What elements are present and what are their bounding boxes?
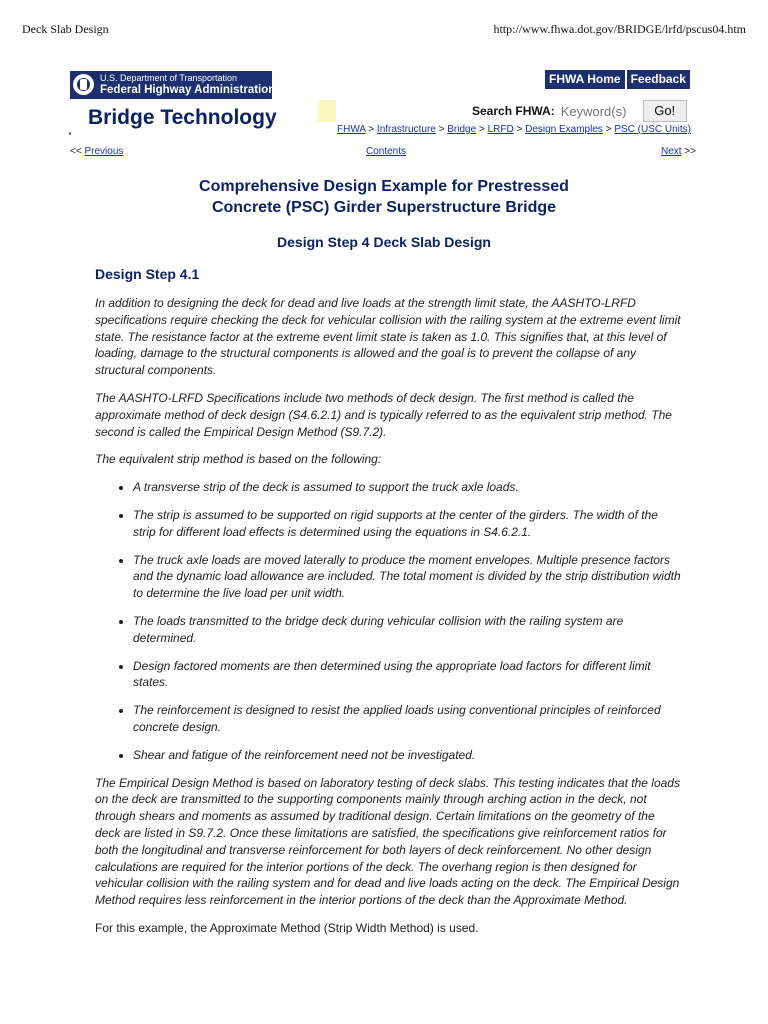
breadcrumb-separator: > bbox=[368, 124, 375, 135]
breadcrumb-infrastructure[interactable]: Infrastructure bbox=[376, 124, 436, 135]
breadcrumb-separator: > bbox=[478, 124, 485, 135]
search-bar bbox=[472, 100, 687, 122]
search-input[interactable] bbox=[561, 102, 637, 120]
page-title-line-2: Concrete (PSC) Girder Superstructure Bridge bbox=[211, 199, 557, 216]
feedback-button[interactable]: Feedback bbox=[627, 70, 690, 89]
article-body bbox=[95, 295, 681, 948]
next-link[interactable]: Next bbox=[660, 146, 682, 157]
breadcrumb-fhwa[interactable]: FHWA bbox=[337, 124, 366, 135]
fhwa-home-button[interactable]: FHWA Home bbox=[545, 70, 625, 89]
page-title bbox=[40, 176, 728, 218]
logo-agency-text: Federal Highway Administration bbox=[100, 84, 276, 96]
contents-link[interactable]: Contents bbox=[366, 146, 407, 157]
breadcrumb bbox=[337, 124, 691, 135]
site-title: Bridge Technology bbox=[88, 106, 277, 129]
list-item: • A transverse strip of the deck is assumed to support the truck axle loads. bbox=[133, 479, 681, 496]
list-item: • The strip is assumed to be supported on rigid supports at the center of the girders. The width of the strip for different load effects is determined using the equations in S4.6.2.1. bbox=[133, 507, 681, 541]
methods-paragraph: The AASHTO-LRFD Specifications include two methods of deck design. The first method is called the approximate method of deck design (S4.6.2.1) and is typically referred to as the equivalent strip method. The second is called the Empirical Design Method (S9.7.2). bbox=[95, 390, 672, 439]
list-item: • Design factored moments are then determined using the appropriate load factors for different limit states. bbox=[133, 658, 681, 692]
print-header bbox=[22, 22, 746, 38]
search-label: Search FHWA: bbox=[472, 104, 555, 118]
strip-method-list bbox=[95, 479, 681, 763]
breadcrumb-separator: > bbox=[605, 124, 612, 135]
breadcrumb-separator: > bbox=[438, 124, 445, 135]
subsection-heading: Design Step 4.1 bbox=[95, 266, 200, 282]
divider-mark bbox=[69, 132, 71, 135]
next-arrows: >> bbox=[684, 146, 696, 157]
sticky-note-icon bbox=[318, 100, 336, 122]
previous-nav bbox=[70, 146, 123, 157]
page-title-line-1: Comprehensive Design Example for Prestressed bbox=[199, 178, 569, 195]
dot-seal-icon bbox=[73, 74, 94, 95]
search-go-button[interactable]: Go! bbox=[643, 100, 687, 122]
breadcrumb-separator: > bbox=[516, 124, 523, 135]
list-item: • The loads transmitted to the bridge deck during vehicular collision with the railing system are determined. bbox=[133, 613, 681, 647]
empirical-method-paragraph: The Empirical Design Method is based on laboratory testing of deck slabs. This testing indicates that the loads on the deck are transmitted to the supporting components mainly through arching action in the deck, not through shears and moments as assumed by traditional design. Certain limitations on the geometry of the deck are listed in S9.7.2. Once these limitations are satisfied, the specifications give reinforcement ratios for both the longitudinal and transverse reinforcement for both layers of deck reinforcement. No other design calculations are required for the interior portions of the deck. The overhang region is then designed for vehicular collision with the railing system and for dead and live loads acting on the deck. The Empirical Design Method requires less reinforcement in the interior portions of the deck than the Approximate Method. bbox=[95, 775, 680, 908]
top-nav bbox=[545, 70, 690, 89]
intro-paragraph: In addition to designing the deck for dead and live loads at the strength limit state, the AASHTO-LRFD specifications require checking the deck for vehicular collision with the railing system at the extreme event limit state. The resistance factor at the extreme event limit state is taken as 1.0. This signifies that, at this level of loading, damage to the structural components is allowed and the goal is to prevent the collapse of any structural components. bbox=[95, 296, 681, 378]
section-heading: Design Step 4 Deck Slab Design bbox=[277, 234, 491, 250]
conclusion-paragraph: For this example, the Approximate Method (Strip Width Method) is used. bbox=[95, 920, 479, 935]
next-nav bbox=[661, 146, 696, 157]
print-page-title: Deck Slab Design bbox=[22, 22, 109, 36]
breadcrumb-bridge[interactable]: Bridge bbox=[447, 124, 477, 135]
breadcrumb-lrfd[interactable]: LRFD bbox=[487, 124, 514, 135]
logo-department-text: U.S. Department of Transportation bbox=[100, 73, 238, 83]
previous-link[interactable]: Previous bbox=[84, 146, 124, 157]
list-item: • The reinforcement is designed to resist the applied loads using conventional principles of reinforced concrete design. bbox=[133, 702, 681, 736]
breadcrumb-design-examples[interactable]: Design Examples bbox=[525, 124, 603, 135]
dot-fhwa-logo[interactable] bbox=[70, 71, 276, 99]
page-navigation bbox=[70, 146, 696, 160]
previous-arrows: << bbox=[70, 146, 82, 157]
list-item: • The truck axle loads are moved laterally to produce the moment envelopes. Multiple presence factors and the dynamic load allowance are included. The total moment is divided by the strip distribution width to determine the live load per unit width. bbox=[133, 552, 681, 602]
strip-method-intro: The equivalent strip method is based on the following: bbox=[95, 452, 382, 467]
print-page-url: http://www.fhwa.dot.gov/BRIDGE/lrfd/pscus04.htm bbox=[493, 22, 746, 36]
breadcrumb-psc-usc-units[interactable]: PSC (USC Units) bbox=[614, 124, 691, 135]
list-item: • Shear and fatigue of the reinforcement need not be investigated. bbox=[133, 747, 681, 764]
